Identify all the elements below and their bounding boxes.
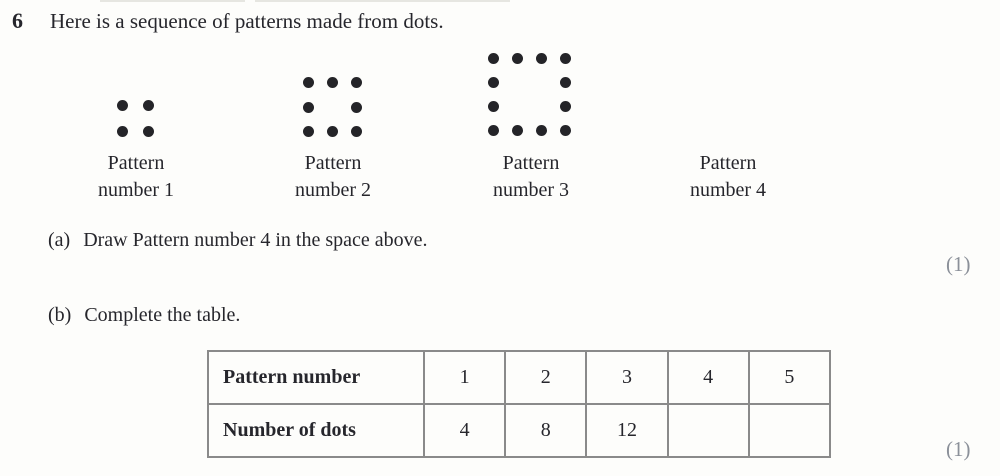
pattern-4-label-line2: number 4 — [689, 179, 767, 201]
dot — [143, 126, 154, 137]
pattern-2-label-line1: Pattern — [304, 152, 362, 174]
dot — [488, 53, 499, 64]
part-a-line — [48, 229, 428, 252]
table-cell-dots-2: 8 — [505, 404, 586, 457]
dot — [303, 77, 314, 88]
pattern-1-label — [61, 150, 211, 204]
table-header-number-of-dots: Number of dots — [208, 404, 424, 457]
pattern-2-dots — [303, 77, 363, 138]
answer-cell-dots-5[interactable] — [749, 404, 830, 457]
table-header-pattern-number: Pattern number — [208, 351, 424, 404]
dot — [327, 77, 338, 88]
pattern-1-label-line1: Pattern — [107, 152, 165, 174]
question-number: 6 — [12, 8, 23, 33]
table-cell-pattern-2: 2 — [505, 351, 586, 404]
dot — [351, 102, 362, 113]
pattern-4-label — [653, 150, 803, 204]
part-b-mark: (1) — [946, 437, 971, 461]
table-cell-pattern-3: 3 — [586, 351, 667, 404]
dot — [560, 53, 571, 64]
table-cell-pattern-4: 4 — [668, 351, 749, 404]
pattern-4-label-line1: Pattern — [699, 152, 757, 174]
dot — [536, 125, 547, 136]
dot — [117, 100, 128, 111]
part-a-mark: (1) — [946, 252, 971, 276]
table-cell-pattern-1: 1 — [424, 351, 505, 404]
table-cell-dots-1: 4 — [424, 404, 505, 457]
dot — [536, 53, 547, 64]
dot — [512, 53, 523, 64]
part-a-id: (a) — [48, 229, 71, 251]
part-b-text: Complete the table. — [84, 304, 241, 326]
pattern-1-dots — [117, 100, 155, 138]
pattern-3-label-line2: number 3 — [492, 179, 570, 201]
dot — [351, 126, 362, 137]
part-b-id: (b) — [48, 304, 72, 326]
pattern-3-label — [456, 150, 606, 204]
dot — [303, 102, 314, 113]
dot — [560, 77, 571, 88]
dot — [143, 100, 154, 111]
question-intro-text: Here is a sequence of patterns made from dots. — [50, 9, 444, 33]
pattern-3-label-line1: Pattern — [502, 152, 560, 174]
answer-cell-dots-4[interactable] — [668, 404, 749, 457]
pattern-2-label-line2: number 2 — [294, 179, 372, 201]
pattern-1-label-line2: number 1 — [97, 179, 175, 201]
pattern-3-dots — [488, 53, 572, 137]
dot — [117, 126, 128, 137]
dot — [512, 125, 523, 136]
dot — [351, 77, 362, 88]
table-row-pattern-number — [208, 351, 830, 404]
dot — [560, 125, 571, 136]
pattern-table — [207, 350, 831, 458]
dot — [560, 101, 571, 112]
dot — [488, 77, 499, 88]
pattern-2-label — [258, 150, 408, 204]
table-cell-pattern-5: 5 — [749, 351, 830, 404]
table-row-number-of-dots — [208, 404, 830, 457]
scan-artifact — [255, 0, 510, 2]
dot — [488, 125, 499, 136]
part-b-line — [48, 304, 240, 327]
table-cell-dots-3: 12 — [586, 404, 667, 457]
dot — [327, 126, 338, 137]
scan-artifact — [100, 0, 245, 2]
pattern-4-draw-space[interactable] — [670, 45, 790, 145]
dot — [303, 126, 314, 137]
dot — [488, 101, 499, 112]
part-a-text: Draw Pattern number 4 in the space above. — [83, 229, 428, 251]
